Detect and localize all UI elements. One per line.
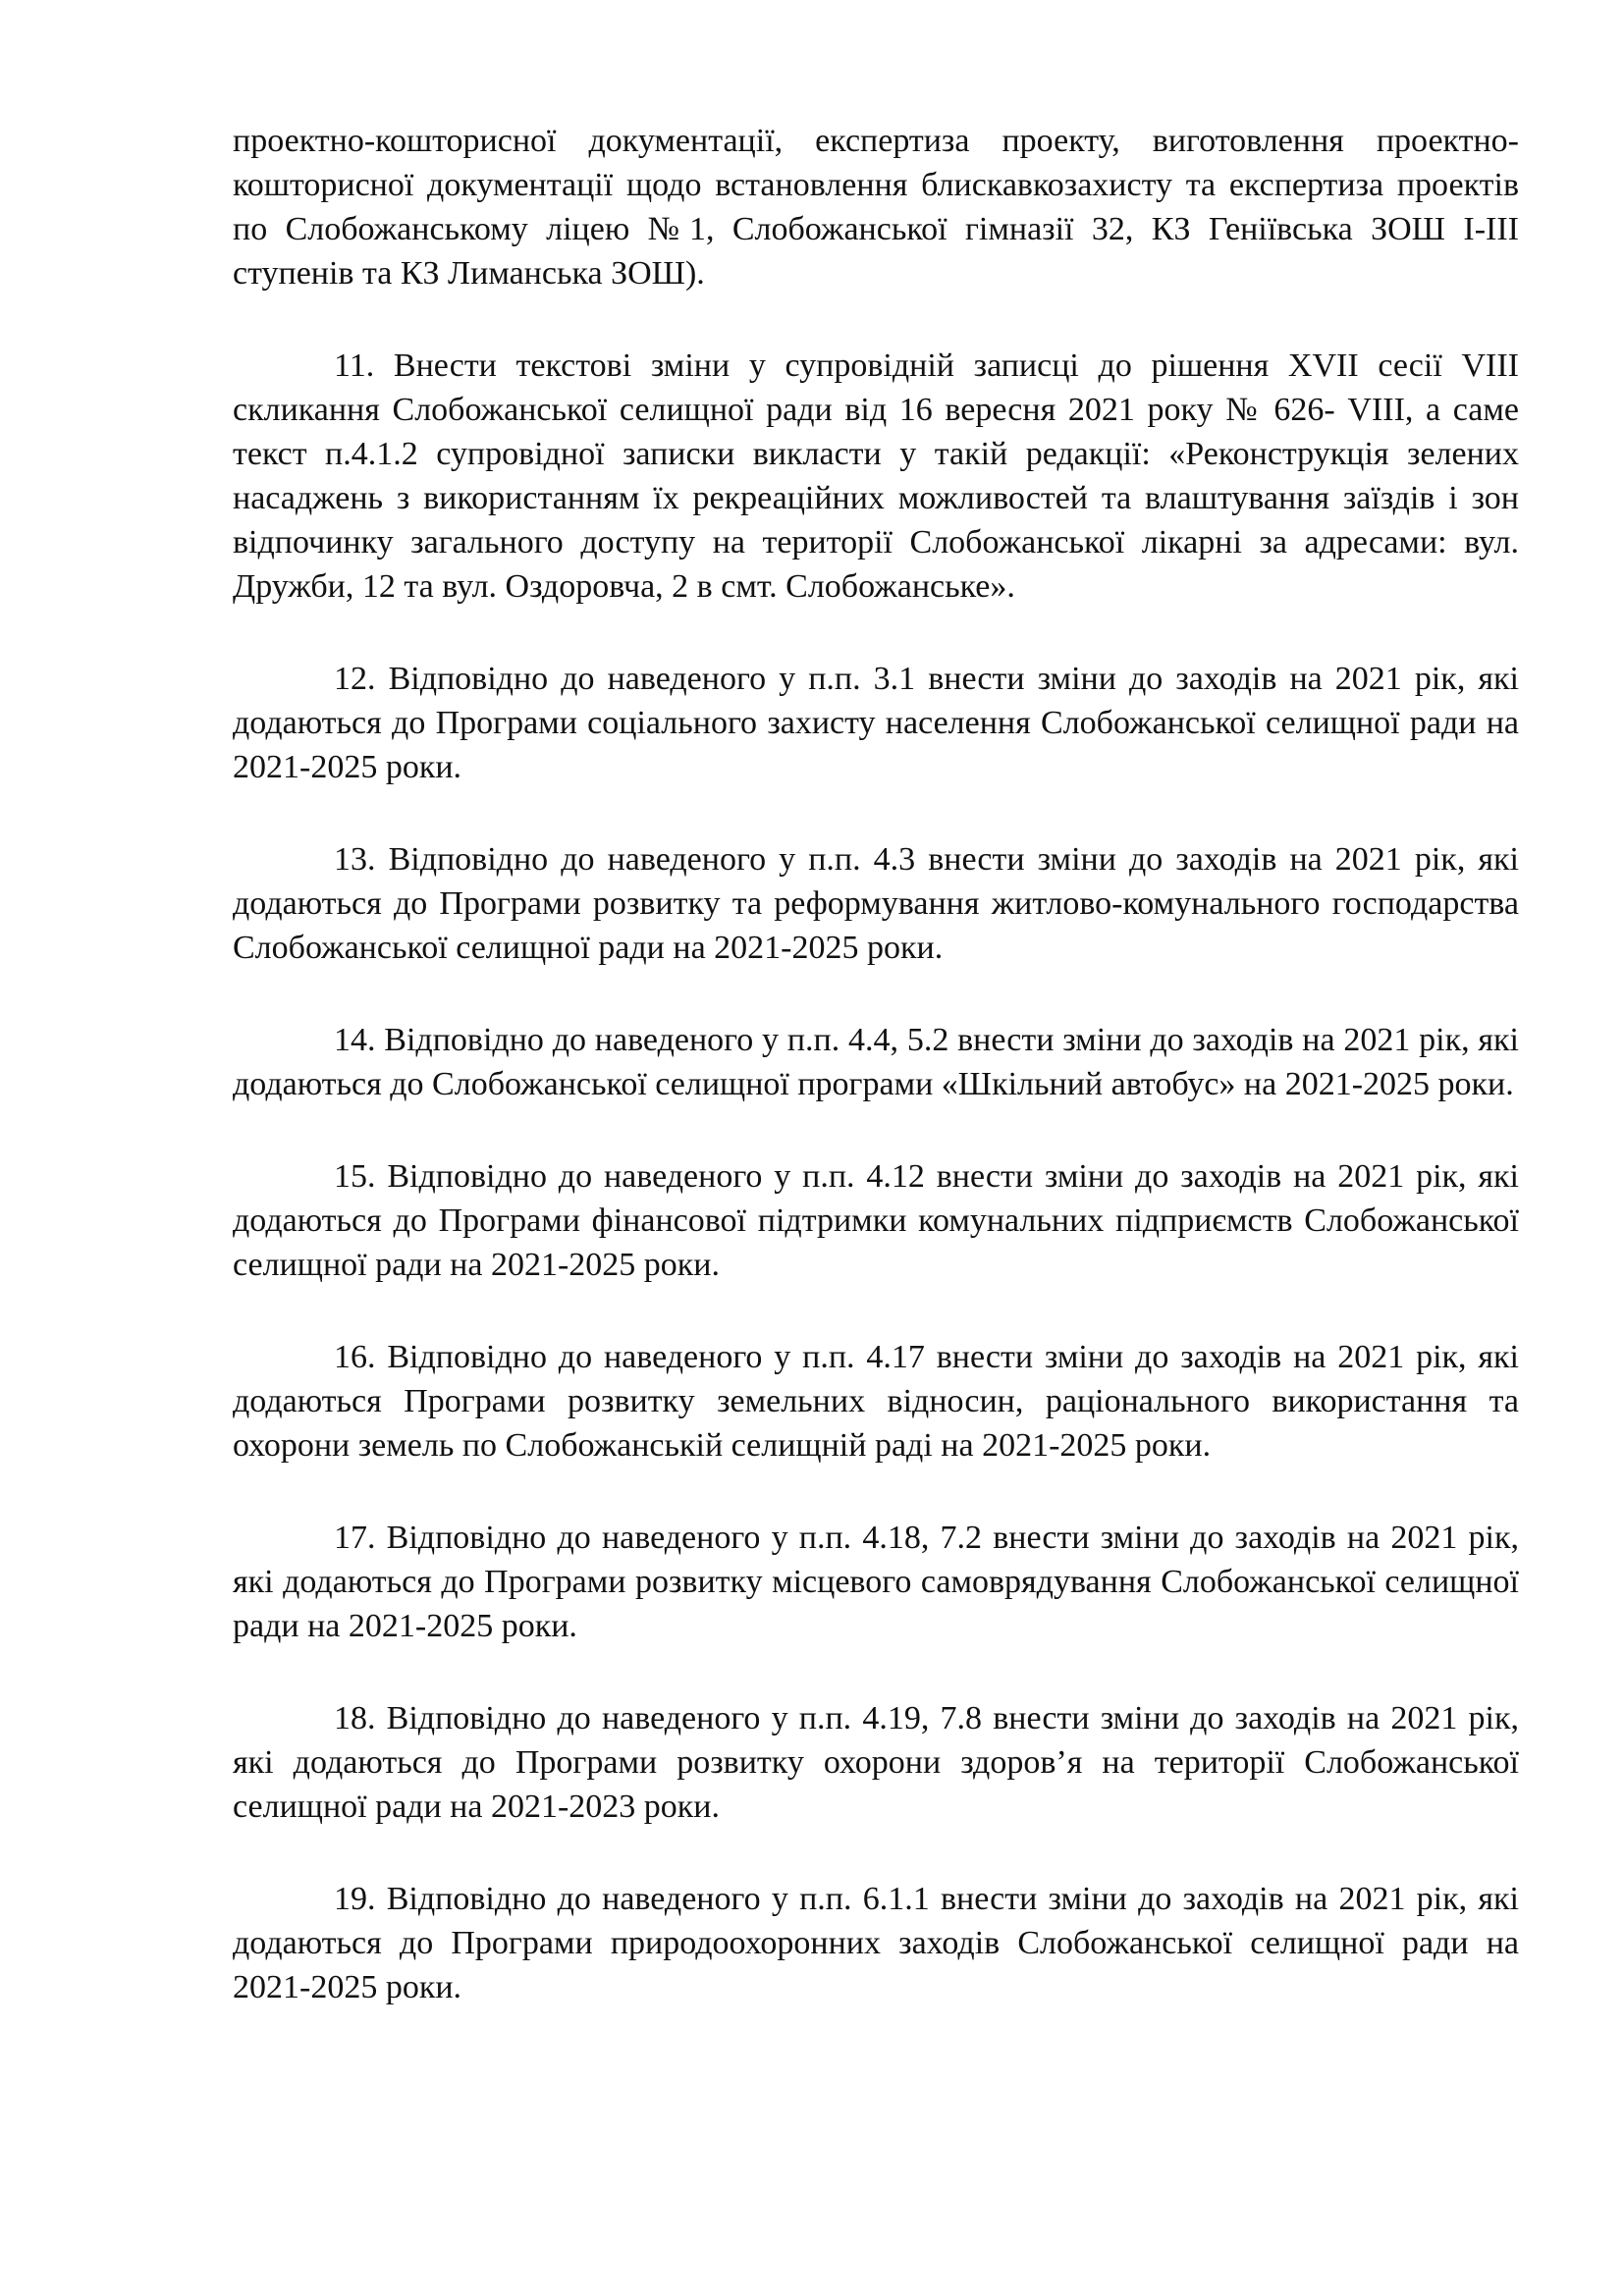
- paragraph-17: 17. Відповідно до наведеного у п.п. 4.18, 7.2 внести зміни до заходів на 2021 рік, які додаються до Програми розвитку місцевого самоврядування Слобожанської селищної ради на 2021-2025 роки.: [233, 1520, 1519, 1644]
- paragraph-continuation: проектно-кошторисної документації, експертиза проекту, виготовлення проектно-кошторисної документації щодо встановлення блискавкозахисту та експертиза проектів по Слобожанському ліцею №1, Слобожанської гімназії 32, КЗ Генiївська ЗОШ I-III ступенів та КЗ Лиманська ЗОШ).: [233, 123, 1519, 292]
- paragraph-19: 19. Відповідно до наведеного у п.п. 6.1.1 внести зміни до заходів на 2021 рік, які додаються до Програми природоохоронних заходів Слобожанської селищної ради на 2021-2025 роки.: [233, 1881, 1519, 2005]
- paragraph-16: 16. Відповідно до наведеного у п.п. 4.17 внести зміни до заходів на 2021 рік, які додаються Програми розвитку земельних відносин, раціонального використання та охорони земель по Слобожанській селищній раді на 2021-2025 роки.: [233, 1339, 1519, 1464]
- paragraph-13: 13. Відповідно до наведеного у п.п. 4.3 внести зміни до заходів на 2021 рік, які додаються до Програми розвитку та реформування житлово-комунального господарства Слобожанської селищної ради на 2021-2025 роки.: [233, 841, 1519, 966]
- paragraph-12: 12. Відповідно до наведеного у п.п. 3.1 внести зміни до заходів на 2021 рік, які додаються до Програми соціального захисту населення Слобожанської селищної ради на 2021-2025 роки.: [233, 661, 1519, 785]
- document-page: [233, 119, 1519, 2009]
- paragraph-18: 18. Відповідно до наведеного у п.п. 4.19, 7.8 внести зміни до заходів на 2021 рік, які додаються до Програми розвитку охорони здоров’я на території Слобожанської селищної ради на 2021-2023 роки.: [233, 1700, 1519, 1825]
- paragraph-14: 14. Відповідно до наведеного у п.п. 4.4, 5.2 внести зміни до заходів на 2021 рік, які додаються до Слобожанської селищної програми «Шкільний автобус» на 2021-2025 роки.: [233, 1022, 1519, 1102]
- paragraph-15: 15. Відповідно до наведеного у п.п. 4.12 внести зміни до заходів на 2021 рік, які додаються до Програми фінансової підтримки комунальних підприємств Слобожанської селищної ради на 2021-2025 роки.: [233, 1158, 1519, 1283]
- paragraph-11: 11. Внести текстові зміни у супровідній записці до рішення XVII сесії VIII скликання Слобожанської селищної ради від 16 вересня 2021 року № 626- VIII, а саме текст п.4.1.2 супровідної записки викласти у такій редакції: «Реконструкція зелених насаджень з використанням їх рекреаційних можливостей та влаштування заїздів і зон відпочинку загального доступу на території Слобожанської лікарні за адресами: вул. Дружби, 12 та вул. Оздоровча, 2 в смт. Слобожанське».: [233, 347, 1519, 605]
